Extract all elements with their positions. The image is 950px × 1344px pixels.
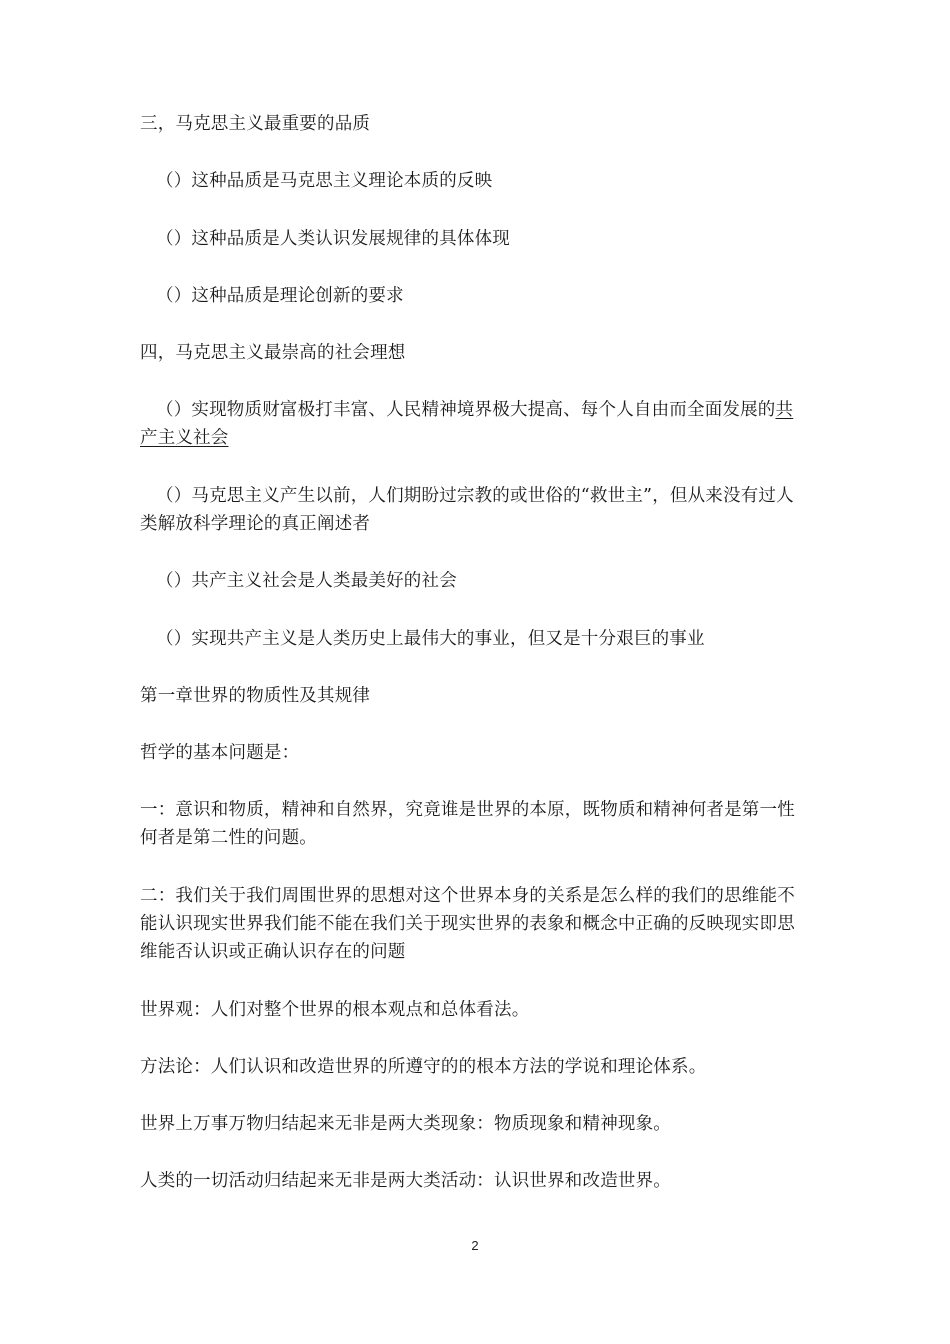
list-item: （）这种品质是人类认识发展规律的具体体现 (156, 229, 510, 249)
chapter-heading: 第一章世界的物质性及其规律 (140, 686, 371, 706)
paragraph: 世界上万事万物归结起来无非是两大类现象：物质现象和精神现象。 (140, 1114, 671, 1134)
list-item: （）共产主义社会是人类最美好的社会 (156, 571, 457, 591)
section-heading-four: 四，马克思主义最崇高的社会理想 (140, 343, 406, 363)
paragraph: 方法论：人们认识和改造世界的所遵守的的根本方法的学说和理论体系。 (140, 1057, 707, 1077)
paragraph: 世界观：人们对整个世界的根本观点和总体看法。 (140, 1000, 530, 1020)
paragraph: 一：意识和物质，精神和自然界，究竟谁是世界的本原，既物质和精神何者是第一性何者是第二性的问题。 (140, 800, 795, 848)
underlined-term: 共产主义社会 (140, 400, 794, 448)
list-item: （）这种品质是马克思主义理论本质的反映 (156, 171, 493, 191)
list-item: （）实现共产主义是人类历史上最伟大的事业，但又是十分艰巨的事业 (156, 629, 705, 649)
section-heading-three: 三，马克思主义最重要的品质 (140, 114, 371, 134)
list-item: （）马克思主义产生以前，人们期盼过宗教的或世俗的“救世主”，但从来没有过人类解放科学理论的真正阐述者 (140, 486, 794, 534)
paragraph: 哲学的基本问题是： (140, 743, 300, 763)
list-item (140, 396, 810, 452)
page-number: 2 (471, 1238, 479, 1253)
list-item: （）这种品质是理论创新的要求 (156, 286, 404, 306)
paragraph: 人类的一切活动归结起来无非是两大类活动：认识世界和改造世界。 (140, 1171, 671, 1191)
paragraph: 二：我们关于我们周围世界的思想对这个世界本身的关系是怎么样的我们的思维能不能认识现实世界我们能不能在我们关于现实世界的表象和概念中正确的反映现实即思维能否认识或正确认识存在的问题 (140, 886, 795, 962)
list-item-text: （）实现物质财富极打丰富、人民精神境界极大提高、每个人自由而全面发展的 (156, 400, 776, 420)
